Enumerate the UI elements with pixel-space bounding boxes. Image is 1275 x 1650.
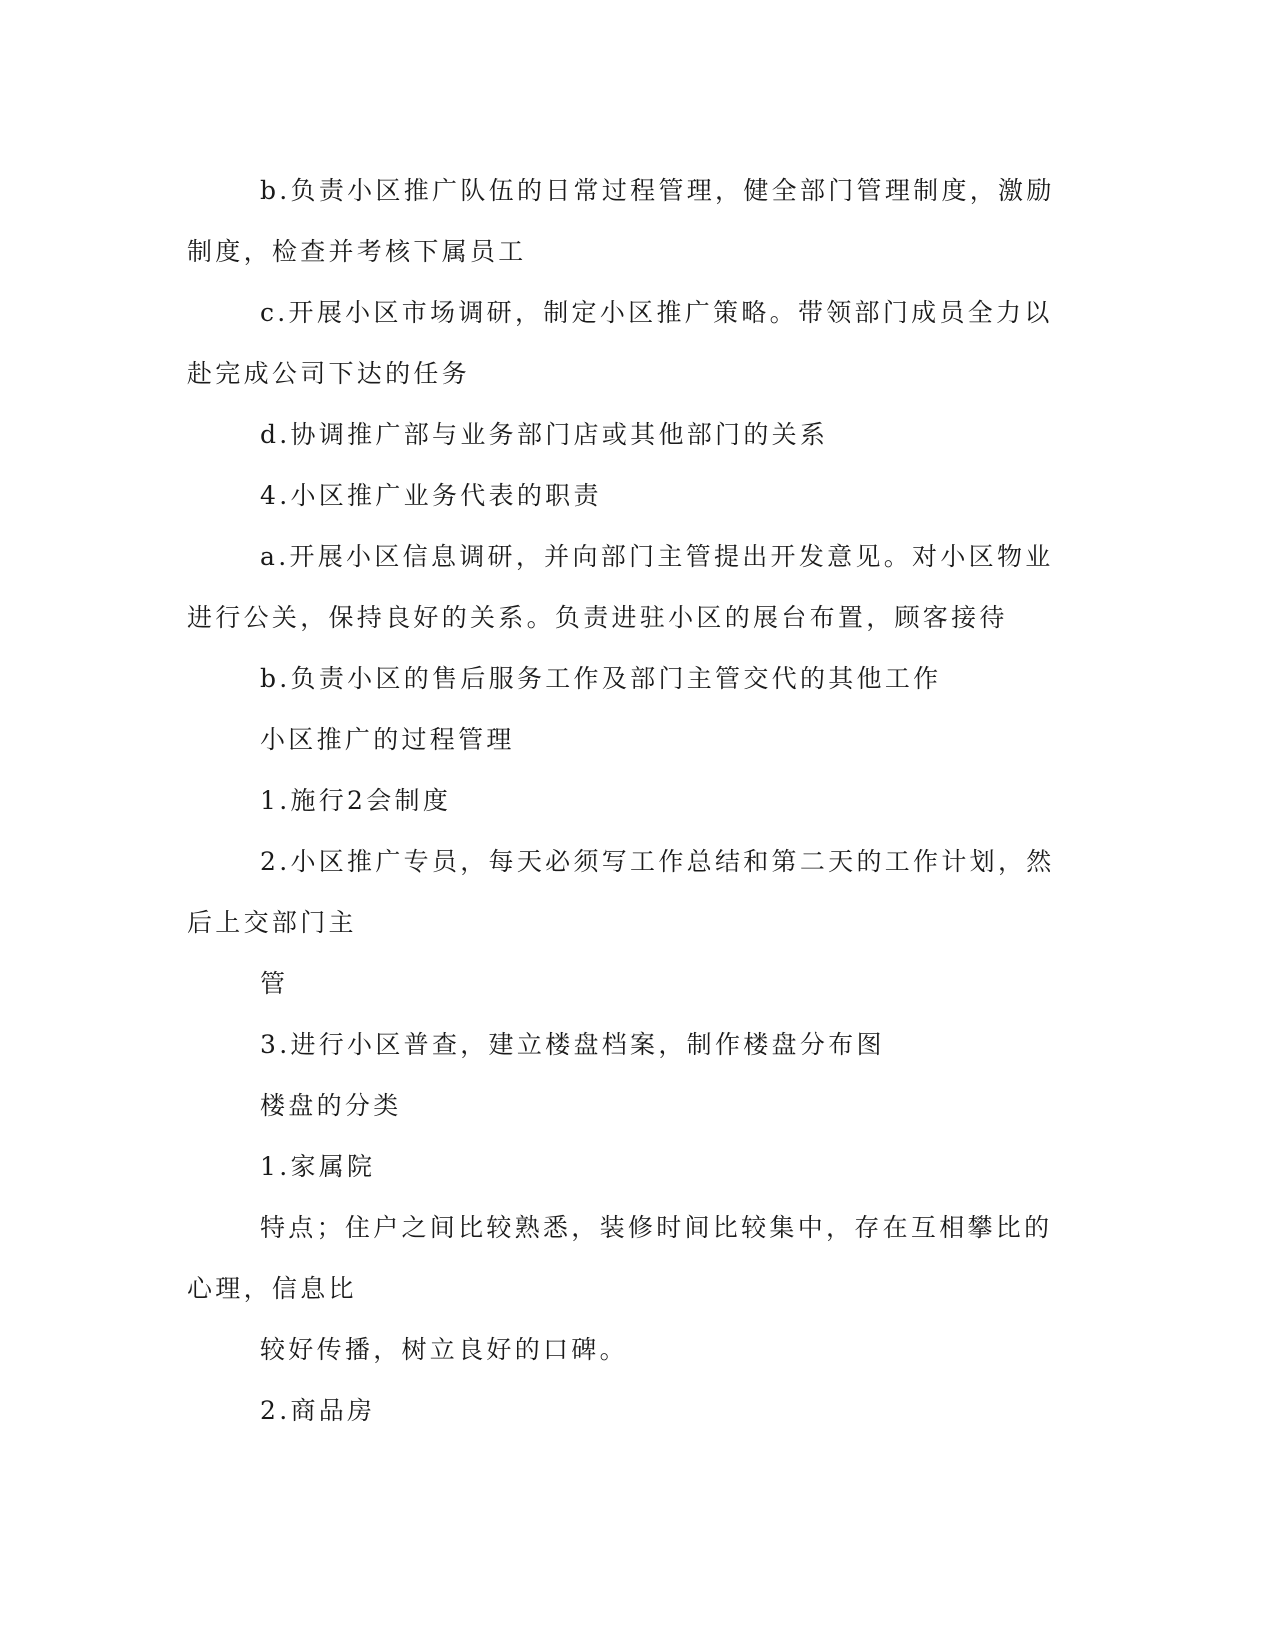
paragraph-line: 进行公关，保持良好的关系。负责进驻小区的展台布置，顾客接待 bbox=[187, 603, 1008, 632]
paragraph-line: 后上交部门主 bbox=[187, 908, 357, 937]
document-body bbox=[187, 160, 1067, 1441]
paragraph-line: b.负责小区推广队伍的日常过程管理，健全部门管理制度，激励 bbox=[260, 176, 1055, 205]
section-heading: 4.小区推广业务代表的职责 bbox=[260, 481, 602, 510]
paragraph-line: c.开展小区市场调研，制定小区推广策略。带领部门成员全力以 bbox=[260, 298, 1053, 327]
paragraph-line: 心理，信息比 bbox=[187, 1274, 357, 1303]
paragraph-line: 3.进行小区普查，建立楼盘档案，制作楼盘分布图 bbox=[260, 1030, 885, 1059]
paragraph-line: 较好传播，树立良好的口碑。 bbox=[260, 1335, 628, 1364]
paragraph-line: 2.小区推广专员，每天必须写工作总结和第二天的工作计划，然 bbox=[260, 847, 1055, 876]
paragraph-line: a.开展小区信息调研，并向部门主管提出开发意见。对小区物业 bbox=[260, 542, 1054, 571]
section-heading: 小区推广的过程管理 bbox=[260, 725, 515, 754]
paragraph-line: 管 bbox=[260, 969, 289, 998]
paragraph-line: 1.家属院 bbox=[260, 1152, 376, 1181]
paragraph-line: 特点；住户之间比较熟悉，装修时间比较集中，存在互相攀比的 bbox=[260, 1213, 1053, 1242]
paragraph-line: 2.商品房 bbox=[260, 1396, 376, 1425]
paragraph-line: d.协调推广部与业务部门店或其他部门的关系 bbox=[260, 420, 829, 449]
paragraph-line: 1.施行2会制度 bbox=[260, 786, 452, 815]
section-heading: 楼盘的分类 bbox=[260, 1091, 402, 1120]
paragraph-line: 赴完成公司下达的任务 bbox=[187, 359, 471, 388]
paragraph-line: b.负责小区的售后服务工作及部门主管交代的其他工作 bbox=[260, 664, 942, 693]
paragraph-line: 制度，检查并考核下属员工 bbox=[187, 237, 527, 266]
